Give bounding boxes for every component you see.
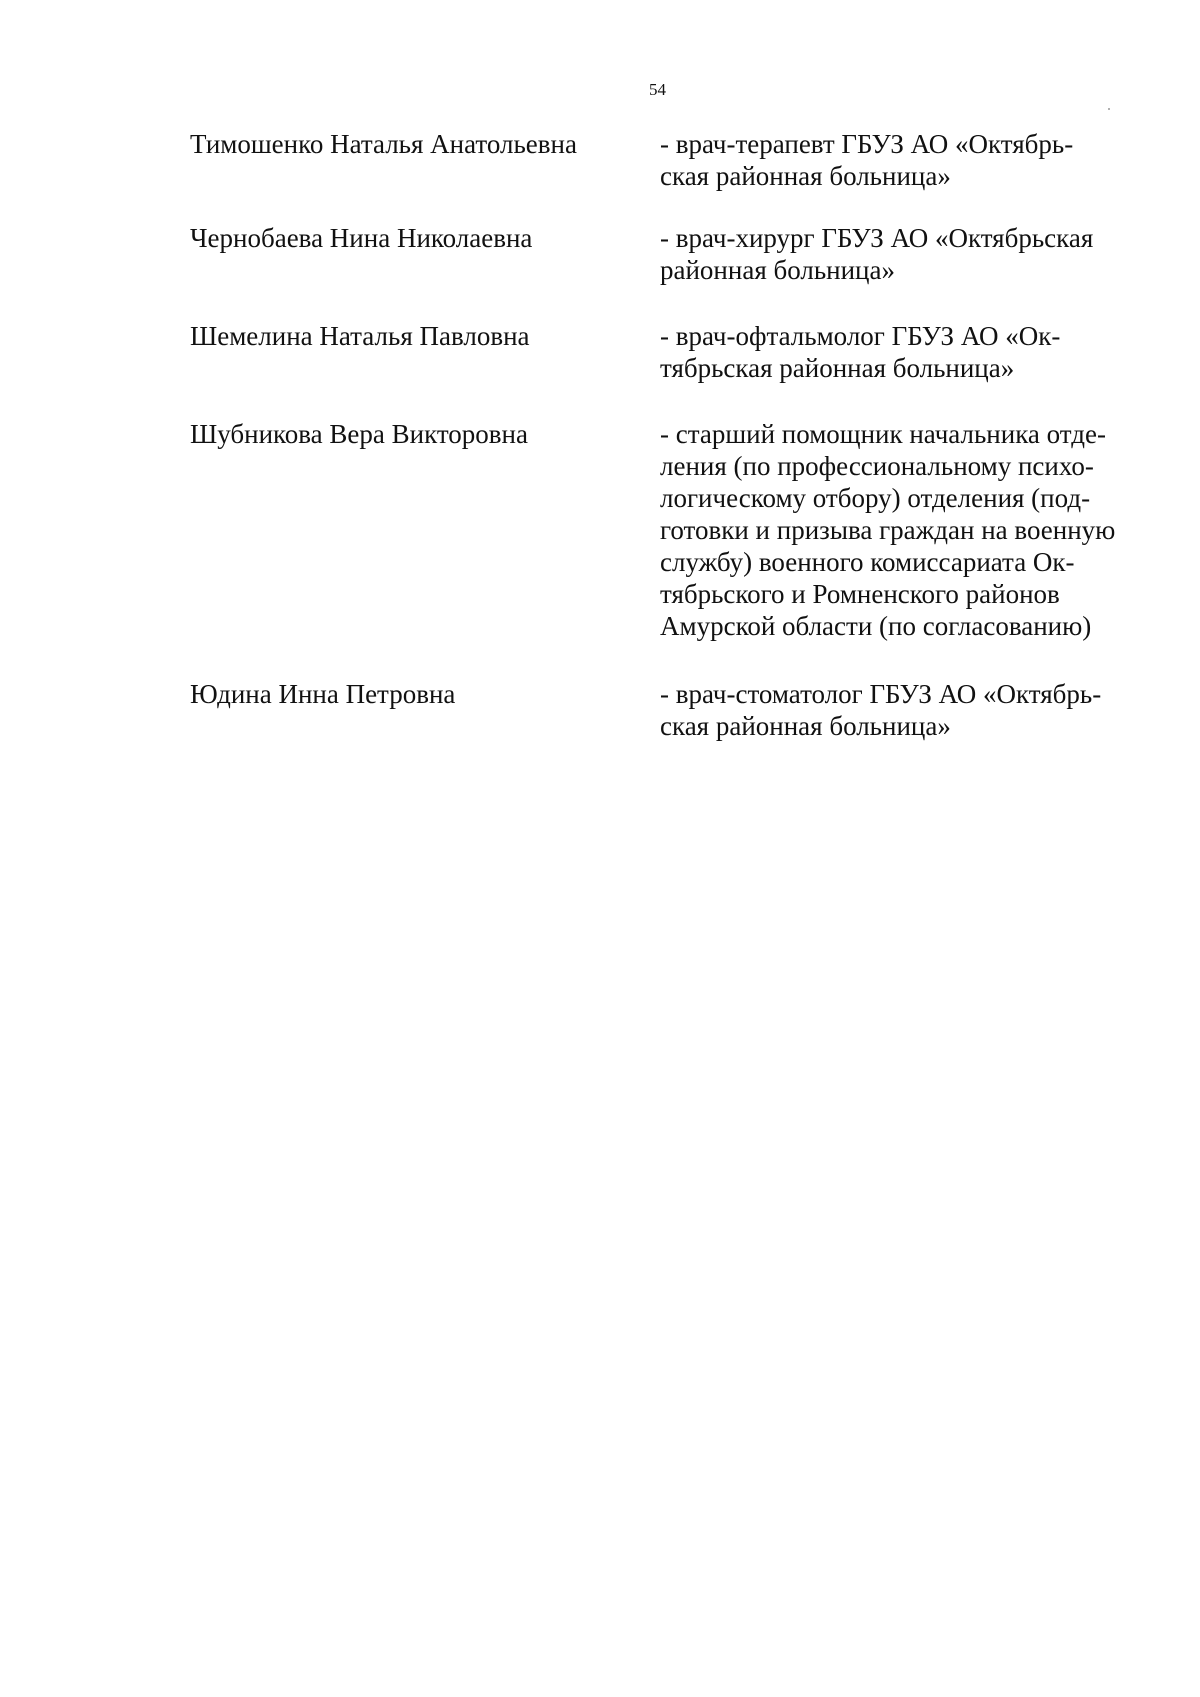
role-line: ления (по профессиональному психо-: [660, 451, 1094, 481]
role-line: - старший помощник начальника отде-: [660, 419, 1106, 449]
person-role: [660, 320, 1132, 384]
role-line: службу) военного комиссариата Ок-: [660, 547, 1075, 577]
role-line: ская районная больница»: [660, 161, 951, 191]
role-line: - врач-стоматолог ГБУЗ АО «Октябрь-: [660, 679, 1102, 709]
scan-speck: [1108, 108, 1110, 110]
person-role: [660, 418, 1132, 642]
person-name: Чернобаева Нина Николаевна: [190, 223, 533, 253]
role-line: - врач-терапевт ГБУЗ АО «Октябрь-: [660, 129, 1074, 159]
role-line: Амурской области (по согласованию): [660, 611, 1092, 641]
person-name: Юдина Инна Петровна: [190, 679, 456, 709]
role-line: - врач-офтальмолог ГБУЗ АО «Ок-: [660, 321, 1061, 351]
role-line: ская районная больница»: [660, 711, 951, 741]
person-role: [660, 128, 1132, 192]
person-role: [660, 222, 1132, 286]
role-line: тябрьская районная больница»: [660, 353, 1015, 383]
person-name: Шемелина Наталья Павловна: [190, 321, 530, 351]
role-line: - врач-хирург ГБУЗ АО «Октябрьская: [660, 223, 1094, 253]
role-line: тябрьского и Ромненского районов: [660, 579, 1060, 609]
person-role: [660, 678, 1132, 742]
person-name: Шубникова Вера Викторовна: [190, 419, 528, 449]
page-number: 54: [649, 80, 666, 99]
person-name: Тимошенко Наталья Анатольевна: [190, 129, 577, 159]
role-line: логическому отбору) отделения (под-: [660, 483, 1091, 513]
role-line: готовки и призыва граждан на военную: [660, 515, 1116, 545]
role-line: районная больница»: [660, 255, 895, 285]
